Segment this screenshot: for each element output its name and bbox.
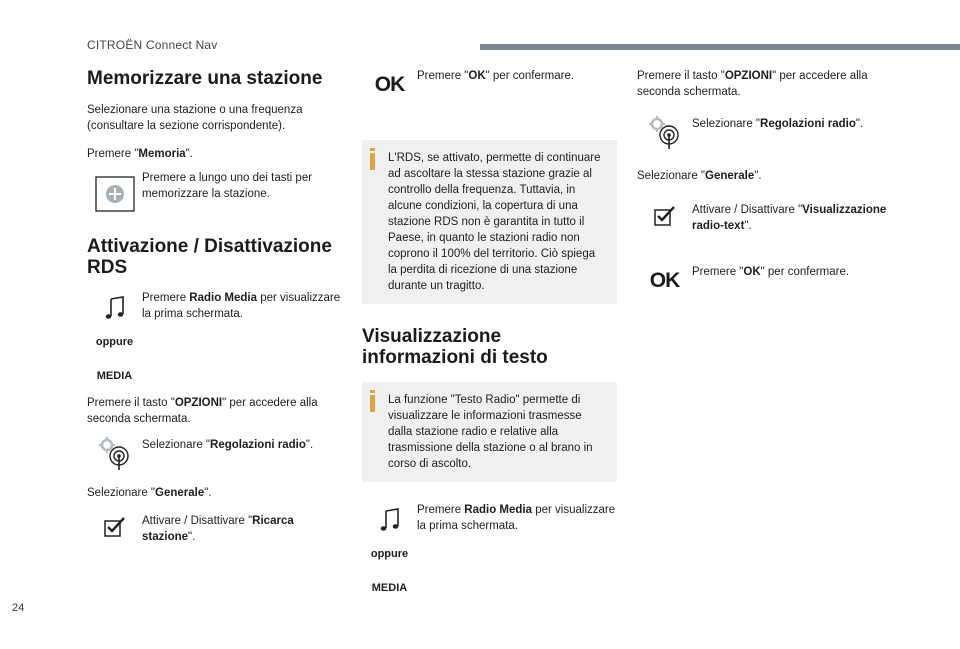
column-2 [362,64,617,594]
oppure-label: oppure [370,548,409,560]
heading-visualizzazione: Visualizzazione informazioni di testo [362,326,548,368]
info-icon [370,395,375,412]
step-ricarca-text: Attivare / Disattivare "Ricarca stazione". [142,515,294,543]
heading-memorizzare: Memorizzare una stazione [87,68,323,89]
paragraph-opzioni-2: Premere il tasto "OPZIONI" per accedere alla seconda schermata. [637,70,868,98]
column-1 [87,64,342,545]
header-title: CITROËN Connect Nav [87,38,218,52]
step-radio-media-2-text: Premere Radio Media per visualizzare la prima schermata. [417,504,616,532]
music-note-icon [103,296,127,320]
paragraph-generale-2: Selezionare "Generale". [637,170,762,182]
step-ricarca [87,513,342,545]
column-3 [637,64,897,292]
step-ok-2-text: Premere "OK" per confermare. [692,266,850,278]
step-radio-text-text: Attivare / Disattivare "Visualizzazione radio-text". [692,204,887,232]
step-regolazioni-text: Selezionare "Regolazioni radio". [142,439,314,451]
add-preset-icon [95,176,135,212]
info-rds-text: L'RDS, se attivato, permette di continuare ad ascoltare la stessa stazione grazie al controllo della frequenza. Tuttavia, in alcune condizioni, la copertura di una stazione RDS non è garantita in tutto il Paese, in quanto le stazioni radio non coprono il 100% del territorio. Ciò spiega la perdita di ricezione di una stazione durante un tragitto. [388,152,601,292]
step-ok [362,68,617,96]
step-long-press [87,170,342,212]
radio-settings-icon [647,114,683,150]
oppure-label: oppure [95,336,134,348]
step-long-press-text: Premere a lungo uno dei tasti per memorizzare la stazione. [142,172,313,200]
info-box-rds [362,140,617,304]
music-note-icon [378,508,402,532]
ok-icon: OK [374,73,405,96]
step-ok-2 [637,264,897,292]
media-button-label: MEDIA [371,582,408,594]
paragraph-press-memoria: Premere "Memoria". [87,148,193,160]
step-radio-media-2 [362,502,617,534]
paragraph-opzioni: Premere il tasto "OPZIONI" per accedere alla seconda schermata. [87,397,318,425]
info-testo-radio-text: La funzione "Testo Radio" permette di visualizzare le informazioni trasmesse dalla stazione radio e relative alla trasmissione della stazione o al brano in corso di ascolto. [388,394,593,470]
step-regolazioni-2 [637,114,897,150]
step-radio-media [87,290,342,322]
step-regolazioni-2-text: Selezionare "Regolazioni radio". [692,118,864,130]
header-bar [480,44,960,50]
info-icon [370,153,375,170]
checkbox-icon [654,206,676,226]
step-ok-text: Premere "OK" per confermare. [417,70,575,82]
heading-rds: Attivazione / Disattivazione RDS [87,236,332,278]
paragraph-generale: Selezionare "Generale". [87,487,212,499]
step-radio-media-text: Premere Radio Media per visualizzare la prima schermata. [142,292,341,320]
ok-icon: OK [649,269,680,292]
step-radio-text [637,202,897,234]
paragraph-select-station: Selezionare una stazione o una frequenza (consultare la sezione corrispondente). [87,104,303,132]
page-number: 24 [12,602,25,614]
step-regolazioni [87,435,342,471]
media-button-label: MEDIA [96,370,133,382]
info-box-testo-radio [362,382,617,482]
radio-settings-icon [97,435,133,471]
checkbox-icon [104,517,126,537]
